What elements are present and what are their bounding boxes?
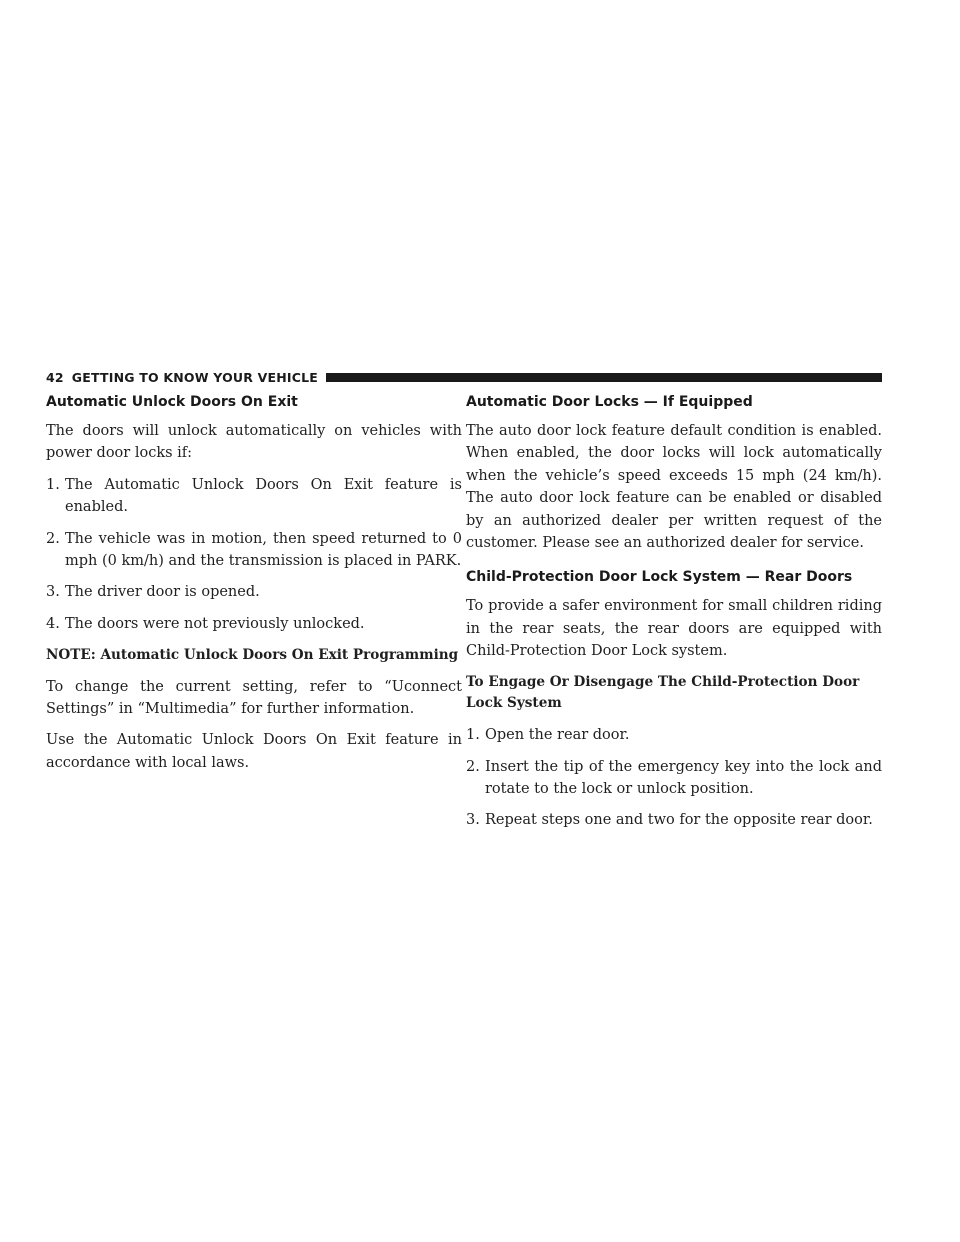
paragraph-auto-lock: The auto door lock feature default condition is enabled. When enabled, the door locks will lock automatically when the vehicle’s speed exceeds 15 mph (24 km/h). The auto door lock feature can be enabled or disabled by an authorized dealer per written request of the customer. Please see an authorized dealer for service.: [466, 423, 882, 552]
list-number: 3.: [46, 584, 60, 601]
list-text: The driver door is opened.: [65, 584, 260, 601]
subheading-engage: To Engage Or Disengage The Child-Protection Door Lock System: [466, 673, 860, 712]
list-item: [466, 756, 882, 801]
list-text: Open the rear door.: [485, 727, 630, 744]
page-header: [46, 368, 882, 386]
list-item: [466, 809, 882, 831]
heading-automatic-door-locks: Automatic Door Locks — If Equipped: [466, 394, 753, 410]
list-number: 2.: [466, 758, 480, 775]
list-item: [46, 474, 462, 519]
list-item: [46, 581, 462, 603]
note: NOTE: Automatic Unlock Doors On Exit Programming: [46, 647, 459, 664]
list-text: Insert the tip of the emergency key into the lock and rotate to the lock or unlock position.: [485, 758, 882, 798]
list-text: The Automatic Unlock Doors On Exit feature is enabled.: [65, 476, 462, 516]
list-number: 3.: [466, 812, 480, 829]
left-column: [46, 393, 462, 783]
header-rule: [326, 373, 882, 382]
list-text: Repeat steps one and two for the opposite rear door.: [485, 812, 873, 829]
paragraph-child-protection: To provide a safer environment for small children riding in the rear seats, the rear doors are equipped with Child-Protection Door Lock system.: [466, 598, 882, 660]
list-number: 1.: [466, 727, 480, 744]
paragraph-settings: To change the current setting, refer to “Uconnect Settings” in “Multimedia” for further information.: [46, 678, 462, 718]
list-number: 4.: [46, 615, 60, 632]
right-column: [466, 393, 882, 841]
list-item: [46, 613, 462, 635]
list-text: The vehicle was in motion, then speed returned to 0 mph (0 km/h) and the transmission is placed in PARK.: [65, 530, 462, 570]
paragraph-laws: Use the Automatic Unlock Doors On Exit feature in accordance with local laws.: [46, 732, 462, 771]
heading-automatic-unlock: Automatic Unlock Doors On Exit: [46, 394, 298, 410]
list-item: [46, 528, 462, 573]
list-number: 1.: [46, 476, 60, 493]
page-number: 42: [46, 369, 64, 385]
section-title: GETTING TO KNOW YOUR VEHICLE: [71, 369, 319, 385]
list-item: [466, 724, 882, 746]
list-number: 2.: [46, 530, 60, 547]
paragraph-intro: The doors will unlock automatically on vehicles with power door locks if:: [46, 423, 462, 462]
list-text: The doors were not previously unlocked.: [65, 615, 365, 632]
heading-child-protection: Child-Protection Door Lock System — Rear Doors: [466, 569, 853, 586]
